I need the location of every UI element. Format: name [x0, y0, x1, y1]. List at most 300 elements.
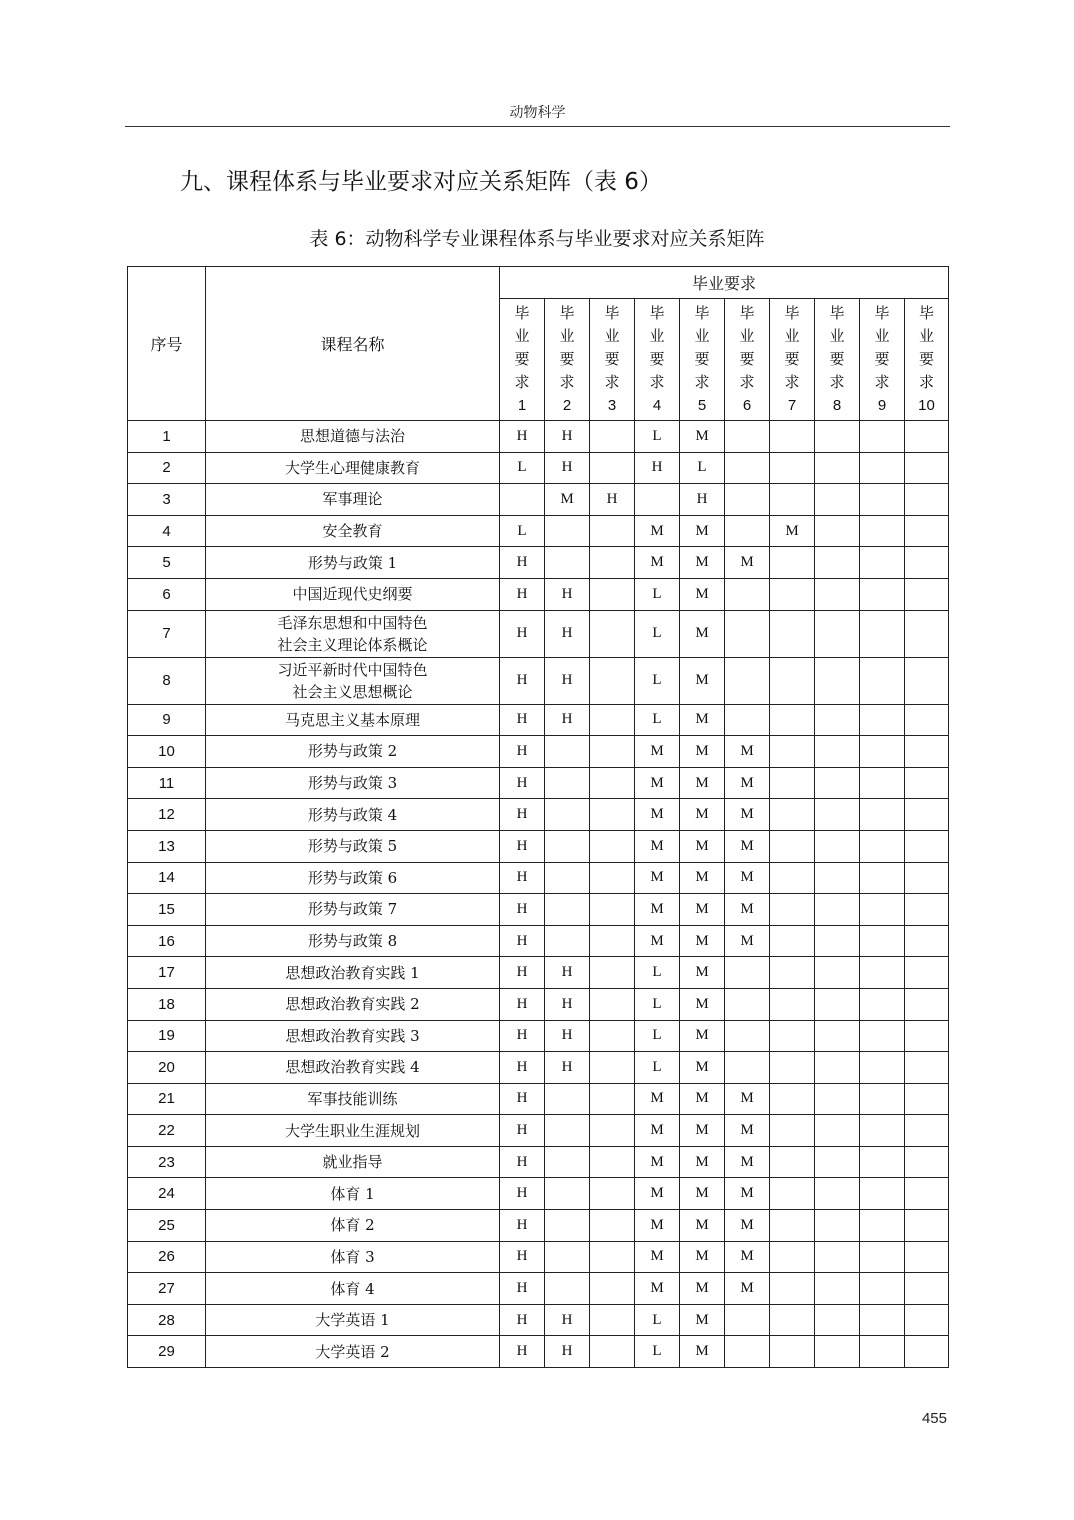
requirement-cell-9	[860, 830, 905, 862]
requirement-label-char: 要	[604, 350, 620, 368]
course-name-line: 形势与政策 4	[307, 805, 398, 824]
course-name-line: 思想道德与法治	[299, 427, 405, 446]
requirement-cell-7	[770, 767, 815, 799]
requirement-cell-9	[860, 1115, 905, 1147]
table-row	[128, 1020, 949, 1052]
requirement-cell-9	[860, 1052, 905, 1084]
requirement-cell-6	[725, 610, 770, 657]
course-name-line: 形势与政策 5	[307, 837, 398, 856]
requirement-vertical-label	[694, 302, 709, 417]
requirement-cell-1: H	[500, 799, 545, 831]
requirement-label-char: 求	[604, 373, 620, 391]
requirement-label-char: 要	[829, 350, 845, 368]
row-course-name	[206, 1241, 500, 1273]
requirement-cell-5: M	[680, 1115, 725, 1147]
matrix-body	[128, 421, 949, 1368]
requirement-cell-7: M	[770, 515, 815, 547]
requirement-cell-4: L	[635, 657, 680, 704]
requirement-cell-5: M	[680, 657, 725, 704]
requirement-cell-7	[770, 484, 815, 516]
requirement-label-char: 求	[918, 373, 934, 391]
requirement-cell-2: H	[545, 452, 590, 484]
requirement-cell-3	[590, 578, 635, 610]
requirement-label-char: 毕	[918, 304, 934, 322]
graduation-requirements-group-header: 毕业要求	[500, 267, 949, 299]
requirement-cell-1: H	[500, 957, 545, 989]
requirement-label-char: 求	[559, 373, 575, 391]
requirement-cell-2: M	[545, 484, 590, 516]
requirement-cell-3	[590, 1083, 635, 1115]
requirement-label-char: 业	[604, 327, 620, 345]
requirement-cell-1: H	[500, 1210, 545, 1242]
requirement-cell-5: H	[680, 484, 725, 516]
requirement-cell-4: M	[635, 894, 680, 926]
requirement-cell-7	[770, 657, 815, 704]
requirement-cell-7	[770, 1020, 815, 1052]
course-name-column-header: 课程名称	[206, 267, 500, 421]
requirement-cell-9	[860, 799, 905, 831]
requirement-cell-8	[815, 657, 860, 704]
row-seq: 1	[128, 421, 206, 453]
row-course-name	[206, 799, 500, 831]
requirement-cell-10	[905, 799, 949, 831]
requirement-label-char: 求	[784, 373, 800, 391]
requirement-cell-4: M	[635, 767, 680, 799]
requirement-cell-2	[545, 1241, 590, 1273]
requirement-cell-8	[815, 1052, 860, 1084]
requirement-cell-1: H	[500, 830, 545, 862]
requirement-number: 2	[562, 397, 572, 414]
requirement-header-2	[545, 299, 590, 421]
requirement-cell-8	[815, 1210, 860, 1242]
requirement-cell-7	[770, 704, 815, 736]
requirement-cell-6	[725, 452, 770, 484]
row-course-name	[206, 1115, 500, 1147]
requirement-cell-8	[815, 578, 860, 610]
requirement-cell-2	[545, 515, 590, 547]
requirement-cell-2	[545, 1273, 590, 1305]
requirement-cell-9	[860, 610, 905, 657]
requirement-cell-1: H	[500, 547, 545, 579]
row-course-name	[206, 1020, 500, 1052]
row-seq: 3	[128, 484, 206, 516]
table-row	[128, 452, 949, 484]
table-row	[128, 1115, 949, 1147]
requirement-label-char: 求	[829, 373, 845, 391]
requirement-cell-10	[905, 767, 949, 799]
requirement-cell-9	[860, 1146, 905, 1178]
page-number: 455	[921, 1410, 947, 1427]
requirement-cell-4: L	[635, 1304, 680, 1336]
requirement-cell-7	[770, 736, 815, 768]
requirement-label-char: 业	[514, 327, 530, 345]
requirement-cell-9	[860, 1020, 905, 1052]
running-header: 动物科学	[125, 100, 950, 127]
requirement-cell-1: L	[500, 452, 545, 484]
requirement-cell-10	[905, 1083, 949, 1115]
requirement-cell-3	[590, 657, 635, 704]
requirement-label-char: 求	[694, 373, 710, 391]
requirement-header-3	[590, 299, 635, 421]
requirement-header-10	[905, 299, 949, 421]
row-course-name	[206, 894, 500, 926]
requirement-cell-1: H	[500, 1273, 545, 1305]
course-name-line: 思想政治教育实践 3	[285, 1026, 420, 1045]
requirement-cell-4: M	[635, 1146, 680, 1178]
table-row	[128, 657, 949, 704]
requirement-cell-1: H	[500, 1115, 545, 1147]
requirement-cell-10	[905, 1273, 949, 1305]
requirement-cell-8	[815, 1146, 860, 1178]
row-course-name	[206, 657, 500, 704]
requirement-cell-3	[590, 830, 635, 862]
requirement-cell-3	[590, 515, 635, 547]
table-row	[128, 421, 949, 453]
requirement-cell-9	[860, 736, 905, 768]
requirement-cell-4: M	[635, 925, 680, 957]
table-row	[128, 1146, 949, 1178]
course-name-line: 形势与政策 8	[307, 932, 398, 951]
requirement-cell-10	[905, 1336, 949, 1368]
requirement-cell-9	[860, 657, 905, 704]
requirement-cell-10	[905, 862, 949, 894]
requirement-cell-7	[770, 925, 815, 957]
row-seq: 18	[128, 988, 206, 1020]
requirement-cell-4: M	[635, 862, 680, 894]
requirement-cell-8	[815, 894, 860, 926]
requirement-cell-2: H	[545, 957, 590, 989]
requirement-cell-10	[905, 1241, 949, 1273]
requirement-cell-9	[860, 1304, 905, 1336]
requirement-cell-5: M	[680, 578, 725, 610]
course-name-line: 体育 4	[330, 1279, 375, 1298]
requirement-cell-8	[815, 515, 860, 547]
requirement-cell-10	[905, 1304, 949, 1336]
requirement-cell-7	[770, 1241, 815, 1273]
requirement-cell-5: M	[680, 862, 725, 894]
requirement-cell-4: H	[635, 452, 680, 484]
requirement-cell-1: H	[500, 1020, 545, 1052]
requirement-cell-1: H	[500, 1336, 545, 1368]
requirement-cell-9	[860, 767, 905, 799]
requirement-cell-3	[590, 799, 635, 831]
requirement-cell-2	[545, 894, 590, 926]
requirement-cell-10	[905, 830, 949, 862]
requirement-cell-8	[815, 452, 860, 484]
course-name-line: 思想政治教育实践 4	[285, 1058, 420, 1077]
requirement-cell-9	[860, 988, 905, 1020]
table-row	[128, 1052, 949, 1084]
requirement-vertical-label	[918, 302, 935, 417]
row-course-name	[206, 1146, 500, 1178]
requirement-cell-4: M	[635, 1273, 680, 1305]
requirement-cell-3	[590, 1052, 635, 1084]
requirement-cell-1: H	[500, 1178, 545, 1210]
row-seq: 28	[128, 1304, 206, 1336]
requirement-cell-6	[725, 988, 770, 1020]
row-course-name	[206, 1304, 500, 1336]
requirement-cell-4: L	[635, 1020, 680, 1052]
requirement-number: 6	[742, 397, 752, 414]
requirement-cell-3	[590, 421, 635, 453]
row-course-name	[206, 1336, 500, 1368]
requirement-cell-4: L	[635, 1052, 680, 1084]
requirement-cell-4: L	[635, 610, 680, 657]
table-row	[128, 1210, 949, 1242]
requirement-cell-6	[725, 1336, 770, 1368]
table-caption: 表 6：动物科学专业课程体系与毕业要求对应关系矩阵	[309, 228, 765, 250]
requirement-label-char: 要	[918, 350, 934, 368]
requirement-cell-6: M	[725, 1273, 770, 1305]
requirement-cell-4: L	[635, 421, 680, 453]
row-seq: 7	[128, 610, 206, 657]
requirement-cell-5: M	[680, 547, 725, 579]
requirement-cell-2	[545, 830, 590, 862]
row-seq: 10	[128, 736, 206, 768]
requirement-cell-3	[590, 894, 635, 926]
requirement-cell-2	[545, 767, 590, 799]
requirement-header-6	[725, 299, 770, 421]
requirement-cell-3	[590, 610, 635, 657]
requirement-vertical-label	[784, 302, 799, 417]
course-name-line: 军事理论	[322, 490, 383, 509]
requirement-cell-5: M	[680, 925, 725, 957]
requirement-label-char: 毕	[694, 304, 710, 322]
requirement-cell-3: H	[590, 484, 635, 516]
requirement-cell-9	[860, 1178, 905, 1210]
row-seq: 4	[128, 515, 206, 547]
requirement-cell-9	[860, 1241, 905, 1273]
requirement-cell-10	[905, 1115, 949, 1147]
row-seq: 19	[128, 1020, 206, 1052]
requirement-header-1	[500, 299, 545, 421]
requirement-cell-8	[815, 830, 860, 862]
requirement-cell-6: M	[725, 736, 770, 768]
requirement-cell-8	[815, 484, 860, 516]
requirement-cell-5: M	[680, 988, 725, 1020]
requirement-vertical-label	[514, 302, 529, 417]
row-seq: 5	[128, 547, 206, 579]
requirement-cell-3	[590, 925, 635, 957]
requirement-cell-4: L	[635, 988, 680, 1020]
requirement-cell-6: M	[725, 862, 770, 894]
requirement-cell-10	[905, 1052, 949, 1084]
requirement-cell-1: H	[500, 578, 545, 610]
row-course-name	[206, 484, 500, 516]
requirement-vertical-label	[829, 302, 844, 417]
requirement-cell-8	[815, 1273, 860, 1305]
requirement-label-char: 业	[874, 327, 890, 345]
course-name-line: 体育 3	[330, 1247, 375, 1266]
requirement-cell-5: M	[680, 515, 725, 547]
requirement-cell-9	[860, 1210, 905, 1242]
requirement-cell-9	[860, 421, 905, 453]
course-name-line: 社会主义思想概论	[292, 682, 413, 701]
requirement-cell-6	[725, 515, 770, 547]
requirement-vertical-label	[559, 302, 574, 417]
requirement-cell-2	[545, 1115, 590, 1147]
requirement-cell-9	[860, 925, 905, 957]
table-row	[128, 547, 949, 579]
requirement-number: 8	[832, 397, 842, 414]
requirement-cell-5: M	[680, 957, 725, 989]
requirement-cell-1: H	[500, 1146, 545, 1178]
row-course-name	[206, 862, 500, 894]
row-seq: 13	[128, 830, 206, 862]
course-name-line: 马克思主义基本原理	[284, 710, 420, 729]
requirement-cell-7	[770, 830, 815, 862]
requirement-cell-9	[860, 894, 905, 926]
course-name-line: 体育 1	[330, 1184, 375, 1203]
table-row	[128, 767, 949, 799]
table-row	[128, 799, 949, 831]
requirement-cell-5: M	[680, 1052, 725, 1084]
requirement-cell-2	[545, 547, 590, 579]
requirement-cell-6: M	[725, 925, 770, 957]
course-name-line: 思想政治教育实践 2	[285, 995, 420, 1014]
requirement-cell-6: M	[725, 894, 770, 926]
requirement-cell-1: H	[500, 736, 545, 768]
requirement-cell-8	[815, 1241, 860, 1273]
requirement-cell-9	[860, 515, 905, 547]
requirement-cell-1: H	[500, 704, 545, 736]
requirement-cell-4: M	[635, 1241, 680, 1273]
requirement-cell-10	[905, 578, 949, 610]
requirement-label-char: 业	[694, 327, 710, 345]
requirement-header-5	[680, 299, 725, 421]
requirement-cell-8	[815, 1083, 860, 1115]
requirement-cell-5: M	[680, 830, 725, 862]
requirement-cell-8	[815, 799, 860, 831]
course-name-line: 社会主义理论体系概论	[277, 635, 428, 654]
requirement-vertical-label	[874, 302, 889, 417]
requirement-cell-5: M	[680, 610, 725, 657]
requirement-cell-10	[905, 515, 949, 547]
requirement-cell-6: M	[725, 799, 770, 831]
row-seq: 29	[128, 1336, 206, 1368]
course-name-line: 大学英语 2	[315, 1342, 390, 1361]
requirement-cell-5: L	[680, 452, 725, 484]
table-row	[128, 1336, 949, 1368]
requirement-cell-4: M	[635, 736, 680, 768]
requirement-cell-6: M	[725, 1115, 770, 1147]
requirement-cell-7	[770, 1210, 815, 1242]
row-course-name	[206, 1210, 500, 1242]
requirement-number: 9	[877, 397, 887, 414]
row-seq: 12	[128, 799, 206, 831]
requirement-cell-5: M	[680, 1210, 725, 1242]
row-seq: 15	[128, 894, 206, 926]
requirement-label-char: 求	[514, 373, 530, 391]
requirement-cell-8	[815, 988, 860, 1020]
row-seq: 2	[128, 452, 206, 484]
table-row	[128, 830, 949, 862]
requirement-label-char: 要	[874, 350, 890, 368]
requirement-cell-6: M	[725, 767, 770, 799]
row-seq: 17	[128, 957, 206, 989]
requirement-cell-2	[545, 1178, 590, 1210]
requirement-cell-9	[860, 957, 905, 989]
requirement-label-char: 要	[694, 350, 710, 368]
requirement-cell-8	[815, 925, 860, 957]
requirement-cell-10	[905, 1178, 949, 1210]
course-name-line: 毛泽东思想和中国特色	[277, 613, 428, 632]
requirement-cell-2	[545, 1083, 590, 1115]
requirement-cell-8	[815, 1304, 860, 1336]
requirement-cell-5: M	[680, 1146, 725, 1178]
row-course-name	[206, 988, 500, 1020]
requirement-cell-1: H	[500, 1304, 545, 1336]
requirement-cell-3	[590, 1210, 635, 1242]
requirement-cell-7	[770, 547, 815, 579]
requirement-cell-10	[905, 957, 949, 989]
requirement-cell-1: H	[500, 988, 545, 1020]
requirement-header-8	[815, 299, 860, 421]
row-seq: 8	[128, 657, 206, 704]
table-row	[128, 484, 949, 516]
requirement-cell-7	[770, 862, 815, 894]
course-name-line: 大学生职业生涯规划	[284, 1121, 420, 1140]
requirement-cell-3	[590, 1146, 635, 1178]
requirement-cell-10	[905, 547, 949, 579]
table-row	[128, 1273, 949, 1305]
requirement-cell-9	[860, 547, 905, 579]
requirement-cell-9	[860, 1336, 905, 1368]
row-course-name	[206, 1083, 500, 1115]
course-name-line: 体育 2	[330, 1216, 375, 1235]
requirement-cell-4: M	[635, 830, 680, 862]
requirement-cell-3	[590, 704, 635, 736]
requirement-cell-3	[590, 1304, 635, 1336]
course-name-line: 安全教育	[322, 522, 383, 541]
table-row	[128, 957, 949, 989]
requirement-vertical-label	[739, 302, 754, 417]
requirement-cell-1: H	[500, 657, 545, 704]
requirement-cell-10	[905, 1020, 949, 1052]
requirement-cell-8	[815, 1020, 860, 1052]
row-course-name	[206, 452, 500, 484]
row-course-name	[206, 957, 500, 989]
row-seq: 26	[128, 1241, 206, 1273]
requirement-cell-6	[725, 704, 770, 736]
row-seq: 23	[128, 1146, 206, 1178]
requirement-cell-5: M	[680, 767, 725, 799]
row-course-name	[206, 578, 500, 610]
requirement-cell-1: H	[500, 894, 545, 926]
table-row	[128, 610, 949, 657]
requirement-cell-3	[590, 452, 635, 484]
requirement-label-char: 毕	[604, 304, 620, 322]
requirement-cell-5: M	[680, 1304, 725, 1336]
requirement-cell-1: L	[500, 515, 545, 547]
row-seq: 27	[128, 1273, 206, 1305]
requirement-label-char: 要	[739, 350, 755, 368]
row-seq: 21	[128, 1083, 206, 1115]
requirement-cell-7	[770, 452, 815, 484]
row-course-name	[206, 830, 500, 862]
requirement-cell-4: L	[635, 957, 680, 989]
requirement-cell-10	[905, 452, 949, 484]
row-seq: 9	[128, 704, 206, 736]
row-course-name	[206, 515, 500, 547]
table-row	[128, 894, 949, 926]
requirement-cell-7	[770, 1115, 815, 1147]
table-row	[128, 1083, 949, 1115]
row-course-name	[206, 421, 500, 453]
requirement-cell-6: M	[725, 1146, 770, 1178]
requirement-cell-9	[860, 1273, 905, 1305]
requirement-cell-3	[590, 1273, 635, 1305]
